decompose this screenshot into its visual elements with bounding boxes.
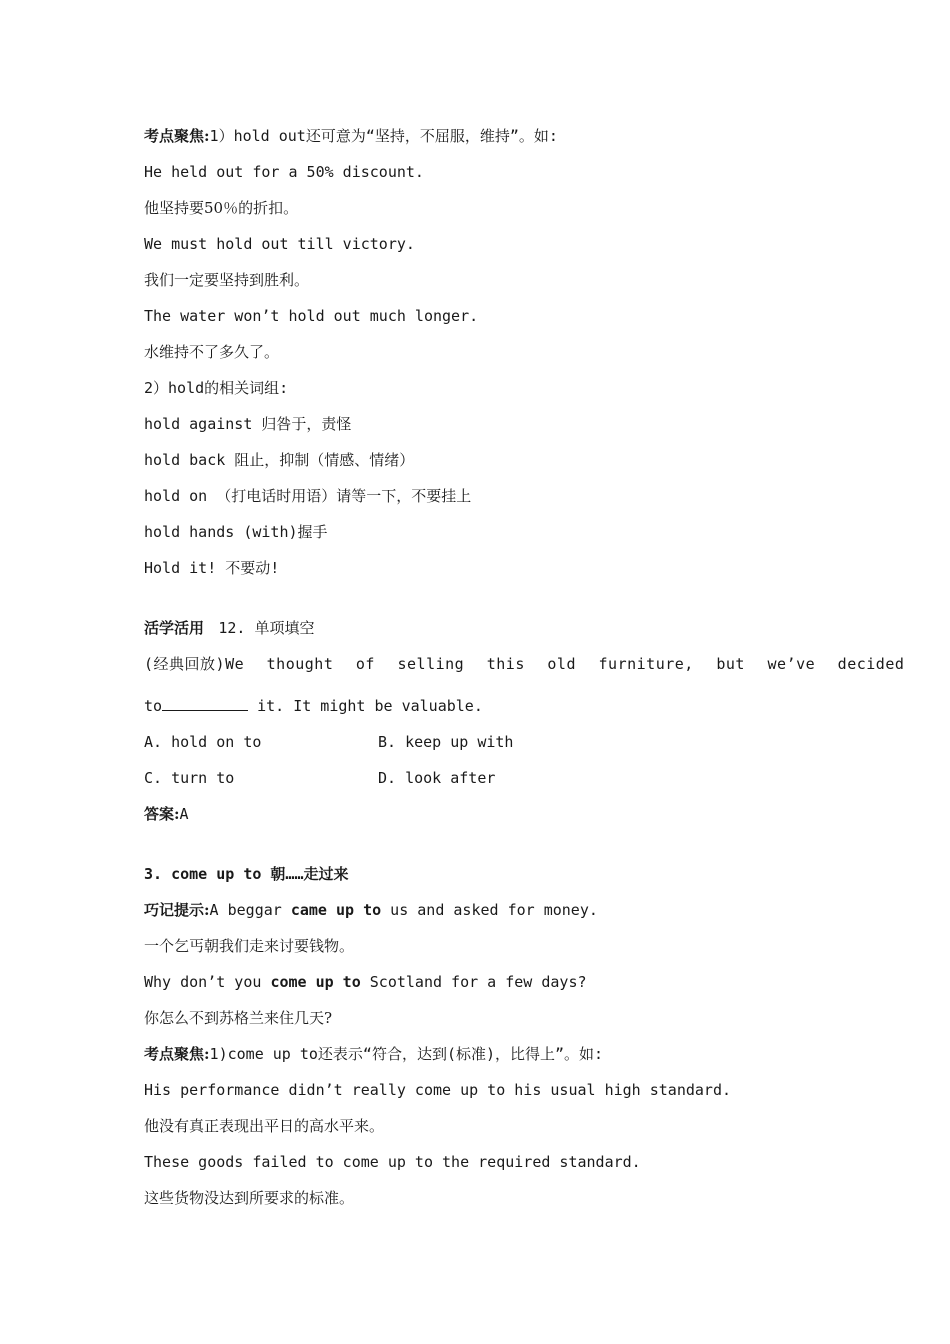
example-text: Scotland for a few days? xyxy=(360,973,587,991)
exercise-header xyxy=(144,618,314,638)
phrase-item: hold on （打电话时用语）请等一下，不要挂上 xyxy=(144,487,472,505)
example-en: These goods failed to come up to the required standard. xyxy=(144,1153,641,1171)
focus-text: 1）hold out还可意为“坚持，不屈服，维持”。如: xyxy=(209,127,558,145)
question-line xyxy=(144,654,904,674)
tip-text: us and asked for money. xyxy=(381,901,598,919)
section-heading: 3. come up to 朝……走过来 xyxy=(144,865,349,883)
exercise-label: 活学活用 xyxy=(144,619,205,637)
option-a: A. hold on to xyxy=(144,733,262,751)
example-zh: 我们一定要坚持到胜利。 xyxy=(144,271,310,289)
phrase-item: hold back 阻止，抑制（情感、情绪） xyxy=(144,451,415,469)
focus-line xyxy=(144,126,558,146)
example-zh: 他坚持要50％的折扣。 xyxy=(144,199,299,217)
question-text: We thought of selling this old furniture, but we’ve decided xyxy=(225,655,905,673)
example-en: We must hold out till victory. xyxy=(144,235,415,253)
example-en xyxy=(144,972,587,992)
answer-label: 答案: xyxy=(144,805,180,823)
focus-label: 考点聚焦: xyxy=(144,1045,210,1063)
example-keyword: come up to xyxy=(270,973,361,991)
tip-label: 巧记提示: xyxy=(144,901,210,919)
example-zh: 你怎么不到苏格兰来住几天? xyxy=(144,1009,333,1027)
answer-value: A xyxy=(179,805,189,823)
focus-label: 考点聚焦: xyxy=(144,127,210,145)
option-d: D. look after xyxy=(378,769,496,787)
phrase-item: hold against 归咎于，责怪 xyxy=(144,415,352,433)
tip-line xyxy=(144,900,598,920)
answer-line xyxy=(144,804,189,824)
example-en: He held out for a 50% discount. xyxy=(144,163,424,181)
phrase-item: Hold it! 不要动! xyxy=(144,559,280,577)
answer-blank xyxy=(162,696,248,711)
phrase-item: hold hands (with)握手 xyxy=(144,523,328,541)
exercise-title: 12. 单项填空 xyxy=(218,619,315,637)
example-zh: 他没有真正表现出平日的高水平来。 xyxy=(144,1117,385,1135)
example-text: Why don’t you xyxy=(144,973,271,991)
option-c: C. turn to xyxy=(144,769,235,787)
example-en: His performance didn’t really come up to his usual high standard. xyxy=(144,1081,731,1099)
example-zh: 这些货物没达到所要求的标准。 xyxy=(144,1189,355,1207)
example-en: The water won’t hold out much longer. xyxy=(144,307,479,325)
tip-keyword: came up to xyxy=(290,901,382,919)
question-text: to xyxy=(144,697,163,715)
focus-text: 1)come up to还表示“符合，达到(标准)，比得上”。如: xyxy=(209,1045,604,1063)
tip-text: A beggar xyxy=(209,901,291,919)
phrases-title: 2）hold的相关词组: xyxy=(144,379,289,397)
focus-line xyxy=(144,1044,603,1064)
example-zh: 水维持不了多久了。 xyxy=(144,343,280,361)
question-line-2 xyxy=(144,696,483,716)
example-zh: 一个乞丐朝我们走来讨要钱物。 xyxy=(144,937,355,955)
question-text: it. It might be valuable. xyxy=(248,697,483,715)
question-source: (经典回放) xyxy=(144,655,226,673)
option-b: B. keep up with xyxy=(378,733,514,751)
